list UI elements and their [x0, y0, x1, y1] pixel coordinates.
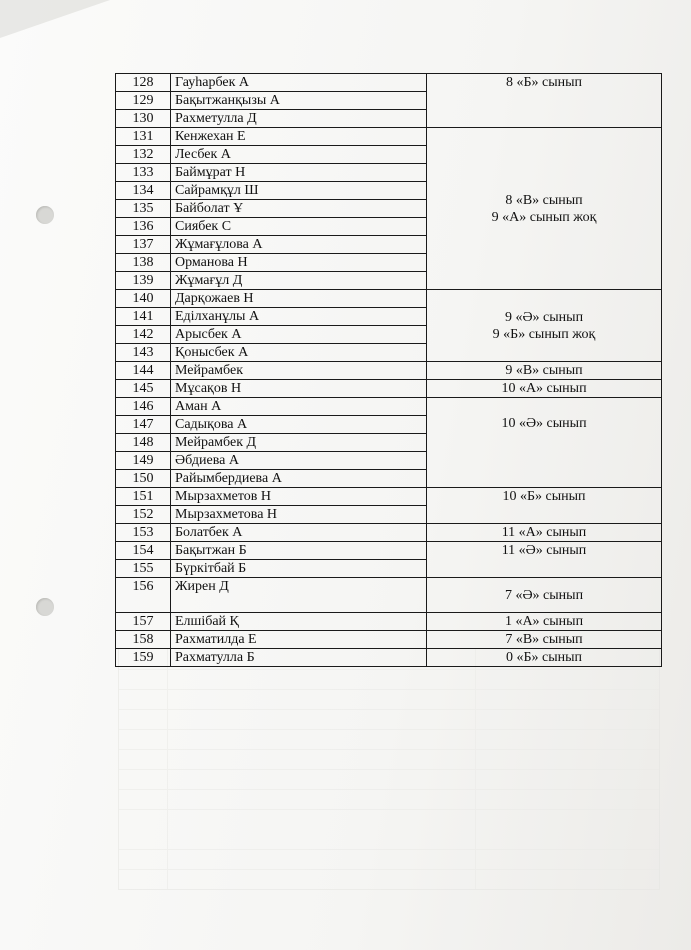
student-name: Кенжехан Е [171, 128, 427, 146]
student-name: Рахметулла Д [171, 110, 427, 128]
row-number: 128 [116, 74, 171, 92]
punch-hole-top [36, 206, 54, 224]
class-cell [427, 631, 662, 649]
student-name: Еділханұлы А [171, 308, 427, 326]
student-name: Бақытжан Б [171, 542, 427, 560]
table-row [116, 398, 662, 416]
row-number: 150 [116, 470, 171, 488]
row-number: 155 [116, 560, 171, 578]
class-label: 10 «А» сынып [501, 381, 587, 396]
student-name: Садықова А [171, 416, 427, 434]
class-label: 10 «Б» сынып [502, 489, 586, 504]
row-number: 145 [116, 380, 171, 398]
row-number: 141 [116, 308, 171, 326]
folded-corner [0, 0, 110, 38]
student-name: Гауһарбек А [171, 74, 427, 92]
student-name: Райымбердиева А [171, 470, 427, 488]
class-label: 9 «Ә» сынып [504, 309, 584, 325]
class-label: 1 «А» сынып [504, 614, 584, 629]
student-name: Арысбек А [171, 326, 427, 344]
student-name: Рахматулла Б [171, 649, 427, 667]
class-label: 11 «Ә» сынып [501, 543, 587, 558]
row-number: 138 [116, 254, 171, 272]
student-name: Орманова Н [171, 254, 427, 272]
row-number: 146 [116, 398, 171, 416]
class-cell [427, 74, 662, 128]
class-label: 11 «А» сынып [501, 525, 587, 540]
class-cell [427, 578, 662, 613]
row-number: 157 [116, 613, 171, 631]
class-cell [427, 380, 662, 398]
class-label: 9 «В» сынып [505, 363, 583, 378]
class-label: 7 «Ә» сынып [504, 587, 584, 603]
row-number: 134 [116, 182, 171, 200]
row-number: 156 [116, 578, 171, 613]
class-cell [427, 362, 662, 380]
student-name: Мұсақов Н [171, 380, 427, 398]
student-name: Дарқожаев Н [171, 290, 427, 308]
table-row [116, 128, 662, 146]
row-number: 136 [116, 218, 171, 236]
student-name: Бақытжанқызы А [171, 92, 427, 110]
row-number: 149 [116, 452, 171, 470]
student-name: Мейрамбек Д [171, 434, 427, 452]
class-label: 0 «Б» сынып [505, 650, 583, 665]
row-number: 159 [116, 649, 171, 667]
class-label: 8 «Б» сынып [505, 75, 583, 90]
row-number: 129 [116, 92, 171, 110]
class-cell [427, 290, 662, 362]
student-name: Бүркітбай Б [171, 560, 427, 578]
class-label: 10 «Ә» сынып [501, 416, 587, 431]
student-name: Байболат Ұ [171, 200, 427, 218]
student-name: Рахматилда Е [171, 631, 427, 649]
table-row [116, 578, 662, 613]
table-row [116, 613, 662, 631]
class-note: 9 «А» сынып жоқ [491, 209, 597, 225]
student-name: Әбдиева А [171, 452, 427, 470]
student-name: Лесбек А [171, 146, 427, 164]
row-number: 153 [116, 524, 171, 542]
student-name: Болатбек А [171, 524, 427, 542]
row-number: 152 [116, 506, 171, 524]
row-number: 151 [116, 488, 171, 506]
table-row [116, 362, 662, 380]
class-cell [427, 488, 662, 524]
row-number: 142 [116, 326, 171, 344]
table-row [116, 524, 662, 542]
student-name: Баймұрат Н [171, 164, 427, 182]
table-row [116, 488, 662, 506]
table-row [116, 542, 662, 560]
row-number: 147 [116, 416, 171, 434]
row-number: 135 [116, 200, 171, 218]
student-name: Сайрамқұл Ш [171, 182, 427, 200]
class-cell [427, 398, 662, 488]
student-name: Сиябек С [171, 218, 427, 236]
student-name: Мырзахметова Н [171, 506, 427, 524]
table-row [116, 380, 662, 398]
row-number: 131 [116, 128, 171, 146]
table-row [116, 631, 662, 649]
student-name: Жирен Д [171, 578, 427, 613]
show-through-table [118, 648, 660, 890]
class-cell [427, 649, 662, 667]
row-number: 143 [116, 344, 171, 362]
student-name: Аман А [171, 398, 427, 416]
class-cell [427, 128, 662, 290]
student-name: Жұмағұлова А [171, 236, 427, 254]
class-cell [427, 542, 662, 578]
row-number: 137 [116, 236, 171, 254]
row-number: 133 [116, 164, 171, 182]
class-cell [427, 524, 662, 542]
student-name: Мейрамбек [171, 362, 427, 380]
row-number: 139 [116, 272, 171, 290]
row-number: 148 [116, 434, 171, 452]
student-name: Елшібай Қ [171, 613, 427, 631]
row-number: 154 [116, 542, 171, 560]
class-note: 9 «Б» сынып жоқ [492, 326, 596, 342]
row-number: 140 [116, 290, 171, 308]
row-number: 158 [116, 631, 171, 649]
row-number: 144 [116, 362, 171, 380]
table-row [116, 290, 662, 308]
student-class-table [115, 73, 662, 667]
student-name: Қонысбек А [171, 344, 427, 362]
student-name: Жұмағұл Д [171, 272, 427, 290]
row-number: 130 [116, 110, 171, 128]
class-label: 7 «В» сынып [505, 632, 583, 647]
row-number: 132 [116, 146, 171, 164]
class-cell [427, 613, 662, 631]
punch-hole-bottom [36, 598, 54, 616]
table-row [116, 74, 662, 92]
class-label: 8 «В» сынып [505, 192, 583, 208]
table-row [116, 649, 662, 667]
student-name: Мырзахметов Н [171, 488, 427, 506]
